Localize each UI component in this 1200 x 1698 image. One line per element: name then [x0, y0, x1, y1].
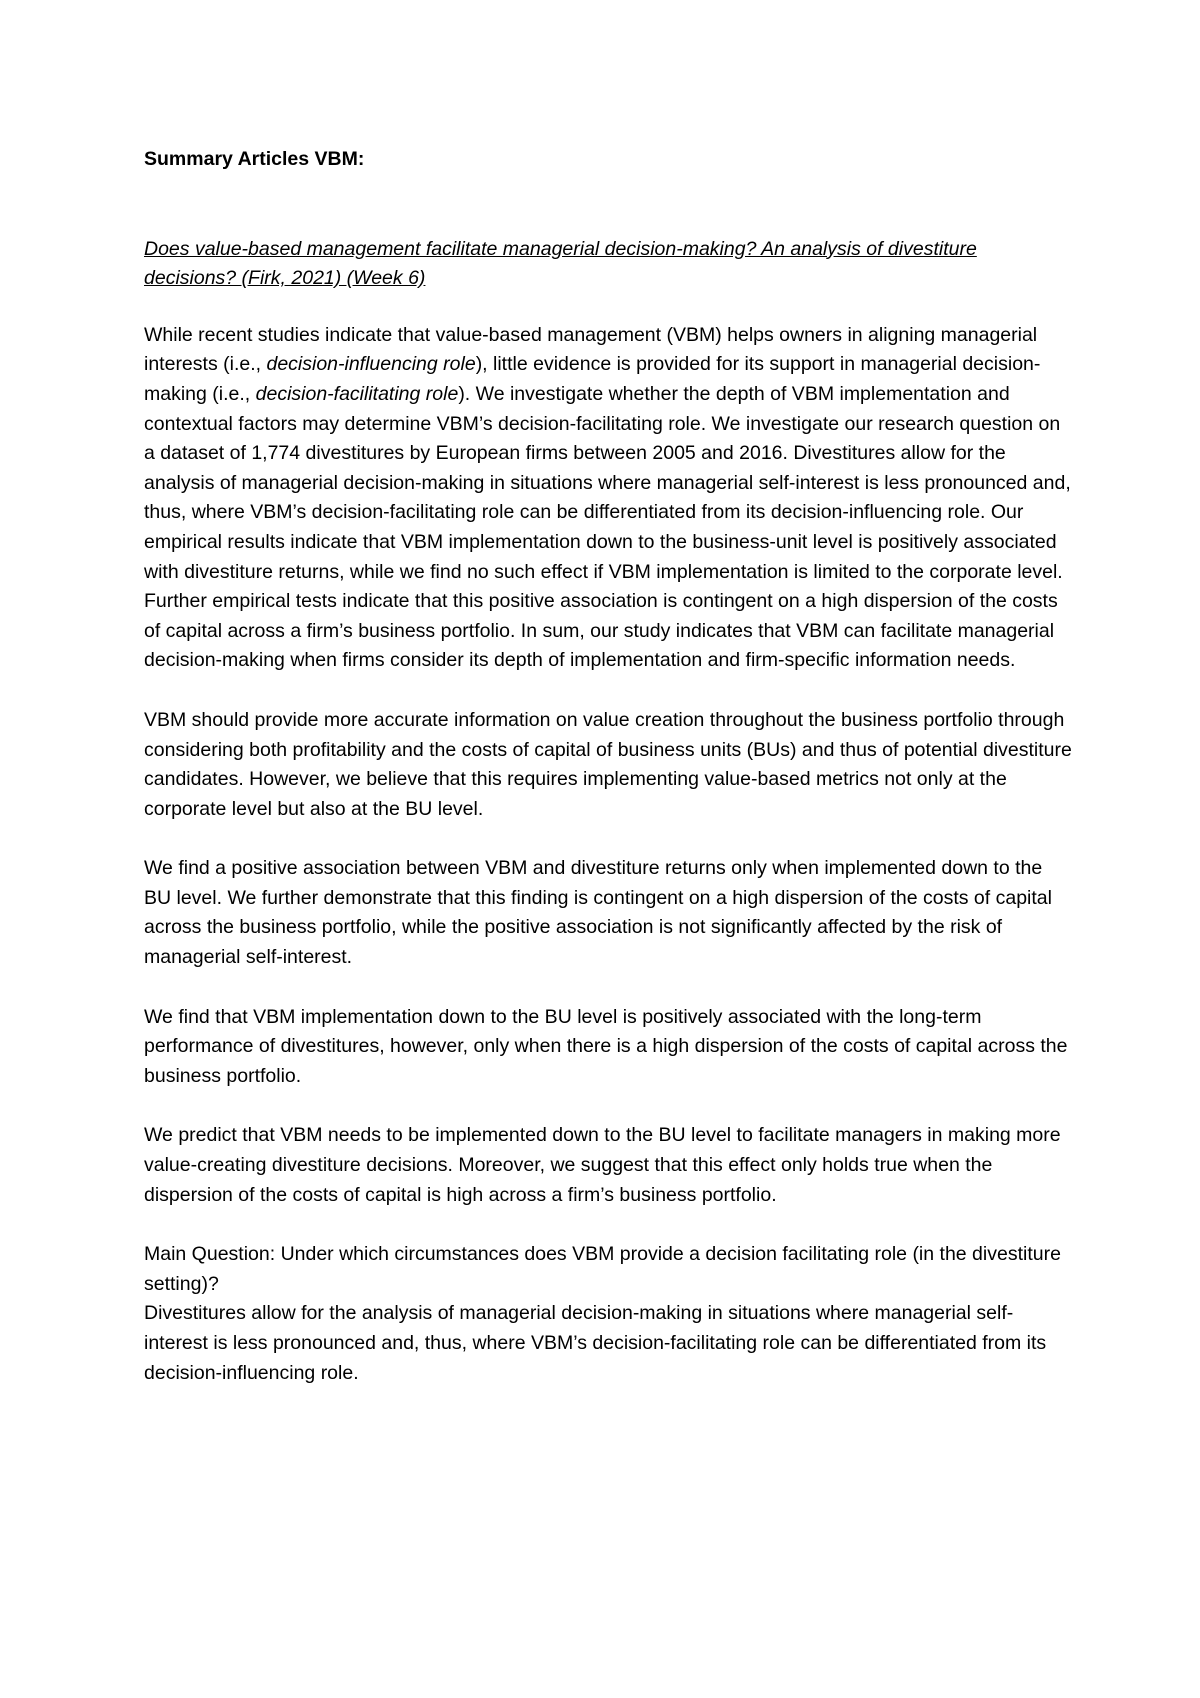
abstract-paragraph [144, 321, 1074, 676]
paragraph-3: We find a positive association between VBM and divestiture returns only when implemented down to the BU level. We further demonstrate that this finding is contingent on a high dispersion of the costs of capital across the business portfolio, while the positive association is not significantly affected by the risk of managerial self-interest. [144, 857, 1052, 969]
abstract-text-3: ). We investigate whether the depth of VBM implementation and contextual factors may determine VBM’s decision-facilitating role. We investigate our research question on a dataset of 1,774 divestitures by European firms between 2005 and 2016. Divestitures allow for the analysis of managerial decision-making in situations where managerial self-interest is less pronounced and, thus, where VBM’s decision-facilitating role can be differentiated from its decision-influencing role. Our empirical results indicate that VBM implementation down to the business-unit level is positively associated with divestiture returns, while we find no such effect if VBM implementation is limited to the corporate level. Further empirical tests indicate that this positive association is contingent on a high dispersion of the costs of capital across a firm’s business portfolio. In sum, our study indicates that VBM can facilitate managerial decision-making when firms consider its depth of implementation and firm-specific information needs. [144, 382, 1071, 672]
article-title: Does value-based management facilitate managerial decision-making? An analysis of divestiture decisions? (Firk, 2021) (Week 6) [144, 237, 977, 290]
paragraph-2: VBM should provide more accurate information on value creation throughout the business portfolio through considering both profitability and the costs of capital of business units (BUs) and thus of potential divestiture candidates. However, we believe that this requires implementing value-based metrics not only at the corporate level but also at the BU level. [144, 708, 1072, 820]
paragraph-4: We find that VBM implementation down to the BU level is positively associated with the long-term performance of divestitures, however, only when there is a high dispersion of the costs of capital across the business portfolio. [144, 1005, 1068, 1087]
abstract-text-2: ), little evidence is provided for its support in managerial decision-making (i.e., [144, 353, 1041, 405]
abstract-italic-2: decision-facilitating role [255, 382, 459, 405]
main-question: Main Question: Under which circumstances does VBM provide a decision facilitating role (in the divestiture setting)? [144, 1243, 1061, 1295]
document-title: Summary Articles VBM: [144, 148, 365, 170]
abstract-text-1: While recent studies indicate that value-based management (VBM) helps owners in aligning managerial interests (i.e., [144, 323, 1038, 376]
main-answer: Divestitures allow for the analysis of managerial decision-making in situations where managerial self-interest is less pronounced and, thus, where VBM’s decision-facilitating role can be differentiated from its decision-influencing role. [144, 1302, 1047, 1384]
document-page [144, 145, 1074, 1388]
abstract-italic-1: decision-influencing role [266, 353, 476, 376]
paragraph-5: We predict that VBM needs to be implemented down to the BU level to facilitate managers in making more value-creating divestiture decisions. Moreover, we suggest that this effect only holds true when the dispersion of the costs of capital is high across a firm’s business portfolio. [144, 1124, 1061, 1206]
